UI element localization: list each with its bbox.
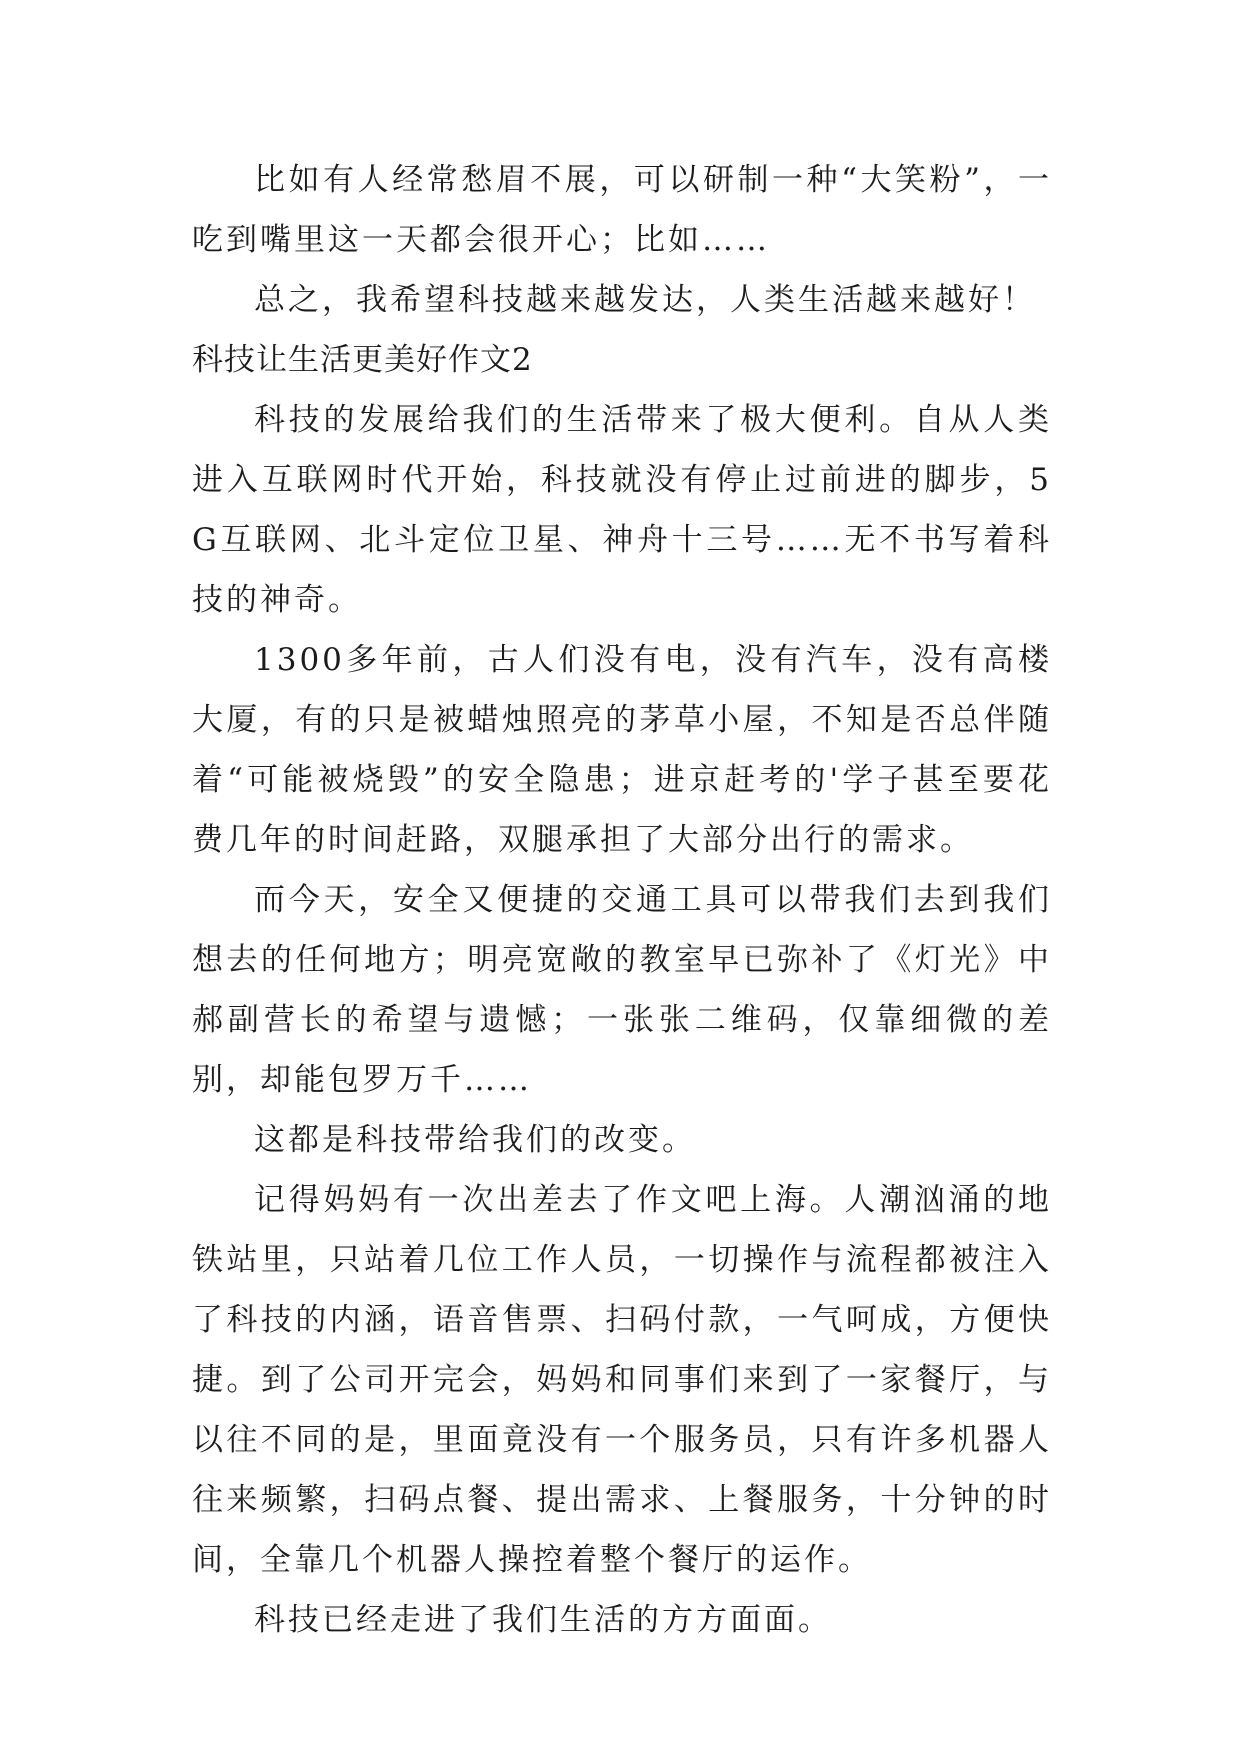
paragraph: 比如有人经常愁眉不展，可以研制一种“大笑粉”，一吃到嘴里这一天都会很开心；比如…… bbox=[192, 162, 1052, 258]
paragraph: 这都是科技带给我们的改变。 bbox=[254, 1122, 696, 1158]
paragraph: 科技的发展给我们的生活带来了极大便利。自从人类进入互联网时代开始，科技就没有停止过前进的脚步，5G互联网、北斗定位卫星、神舟十三号……无不书写着科技的神奇。 bbox=[192, 402, 1052, 618]
paragraph: 记得妈妈有一次出差去了作文吧上海。人潮汹涌的地铁站里，只站着几位工作人员，一切操作与流程都被注入了科技的内涵，语音售票、扫码付款，一气呵成，方便快捷。到了公司开完会，妈妈和同事们来到了一家餐厅，与以往不同的是，里面竟没有一个服务员，只有许多机器人往来频繁，扫码点餐、提出需求、上餐服务，十分钟的时间，全靠几个机器人操控着整个餐厅的运作。 bbox=[192, 1182, 1052, 1578]
paragraph: 1300多年前，古人们没有电，没有汽车，没有高楼大厦，有的只是被蜡烛照亮的茅草小屋，不知是否总伴随着“可能被烧毁”的安全隐患；进京赶考的'学子甚至要花费几年的时间赶路，双腿承担了大部分出行的需求。 bbox=[192, 642, 1052, 858]
paragraph: 而今天，安全又便捷的交通工具可以带我们去到我们想去的任何地方；明亮宽敞的教室早已弥补了《灯光》中郝副营长的希望与遗憾；一张张二维码，仅靠细微的差别，却能包罗万千…… bbox=[192, 882, 1052, 1098]
section-heading: 科技让生活更美好作文2 bbox=[192, 342, 533, 378]
paragraph: 总之，我希望科技越来越发达，人类生活越来越好！ bbox=[254, 282, 1036, 318]
document-body bbox=[192, 150, 1052, 1650]
paragraph: 科技已经走进了我们生活的方方面面。 bbox=[254, 1602, 832, 1638]
